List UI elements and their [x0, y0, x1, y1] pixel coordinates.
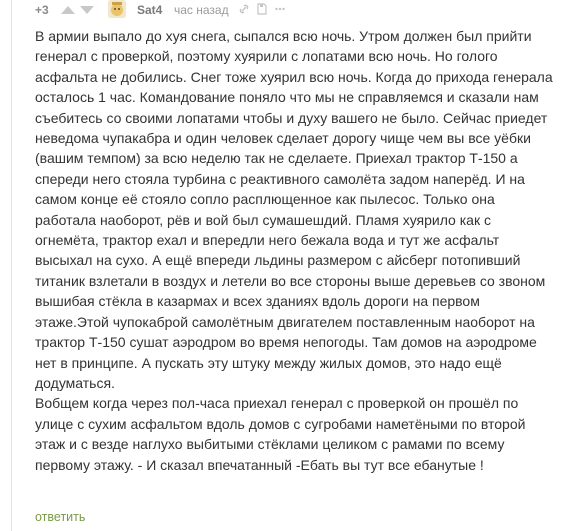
- comment-line: этаж и с везде наглухо выбитыми стёклами целиком с рамами по всему: [35, 436, 505, 453]
- comment-line: (вашим темпом) за всю неделю так не сделаете. Приехал трактор Т-150 а: [35, 150, 518, 167]
- comment-line: высыхал на сухо. А ещё впереди льдины размером с айсберг потопивший: [35, 252, 521, 269]
- comment-line: осталось 1 час. Командование поняло что мы не справляемся и сказали нам: [35, 89, 539, 106]
- comment-line: вышибая стёкла в казармах и всех зданиях вдоль дороги на первом: [35, 293, 480, 310]
- comment-line: титаник взлетали в воздух и летели во все стороны выше деревьев со звоном: [35, 272, 546, 289]
- comment-line: неведома чупакабра и один человек сделает дорогу чище чем вы все уёбки: [35, 130, 531, 147]
- arrow-up-icon[interactable]: [61, 6, 75, 14]
- comment-author[interactable]: Sat4: [137, 3, 163, 17]
- comment-line: нет в принципе. А пускать эту штуку между жилых домов, это надо ещё: [35, 354, 502, 371]
- comment-line: генерал с проверкой, поэтому хуярили с лопатами всю ночь. Но голого: [35, 48, 498, 65]
- comment-line: самом конце её стояло сопло расплющенное как пылесос. Только она: [35, 191, 495, 208]
- comment-line: В армии выпало до хуя снега, сыпался всю ночь. Утром должен был прийти: [35, 28, 532, 44]
- avatar-icon[interactable]: [108, 0, 126, 18]
- comment-body: [35, 26, 555, 475]
- comment-line: додуматься.: [35, 374, 115, 391]
- link-icon[interactable]: [238, 3, 250, 15]
- comment-rating: +3: [35, 3, 49, 17]
- more-icon[interactable]: [274, 3, 286, 15]
- comment-line: асфальта не добились. Снег тоже хуярил всю ночь. Когда до прихода генерала: [35, 68, 553, 85]
- arrow-down-icon[interactable]: [80, 6, 94, 14]
- comment-line: первому этажу. - И сказал впечатанный -Ебать вы тут все ебанутые !: [35, 456, 484, 473]
- comment-line: огнемёта, трактор ехал и впередли него бежала вода и тут же асфальт: [35, 232, 500, 249]
- thread-line: [11, 0, 12, 531]
- comment-line: Вобщем когда через пол-часа приехал генерал с проверкой он прошёл по: [35, 395, 519, 412]
- comment-line: улице с сухим асфальтом вдоль домов с сугробами наметёными по второй: [35, 415, 526, 432]
- save-icon[interactable]: [256, 3, 268, 15]
- comment-header: [0, 0, 570, 22]
- comment-line: работала наоборот, рёв и вой был сумашешдий. Пламя хуярило как с: [35, 211, 491, 228]
- comment-time[interactable]: час назад: [174, 3, 229, 17]
- reply-link[interactable]: ответить: [35, 510, 86, 524]
- comment-line: трактор Т-150 сушат аэродром во время непогоды. Там домов на аэродроме: [35, 334, 537, 351]
- comment-line: этаже.Этой чупокаброй самолётным двигателем поставленным наоборот на: [35, 313, 535, 330]
- comment-line: спереди него стояла турбина с реактивного самолёта задом наперёд. И на: [35, 170, 525, 187]
- comment-line: съебитесь со своими лопатами чтобы и духу вашего не было. Сейчас приедет: [35, 109, 548, 126]
